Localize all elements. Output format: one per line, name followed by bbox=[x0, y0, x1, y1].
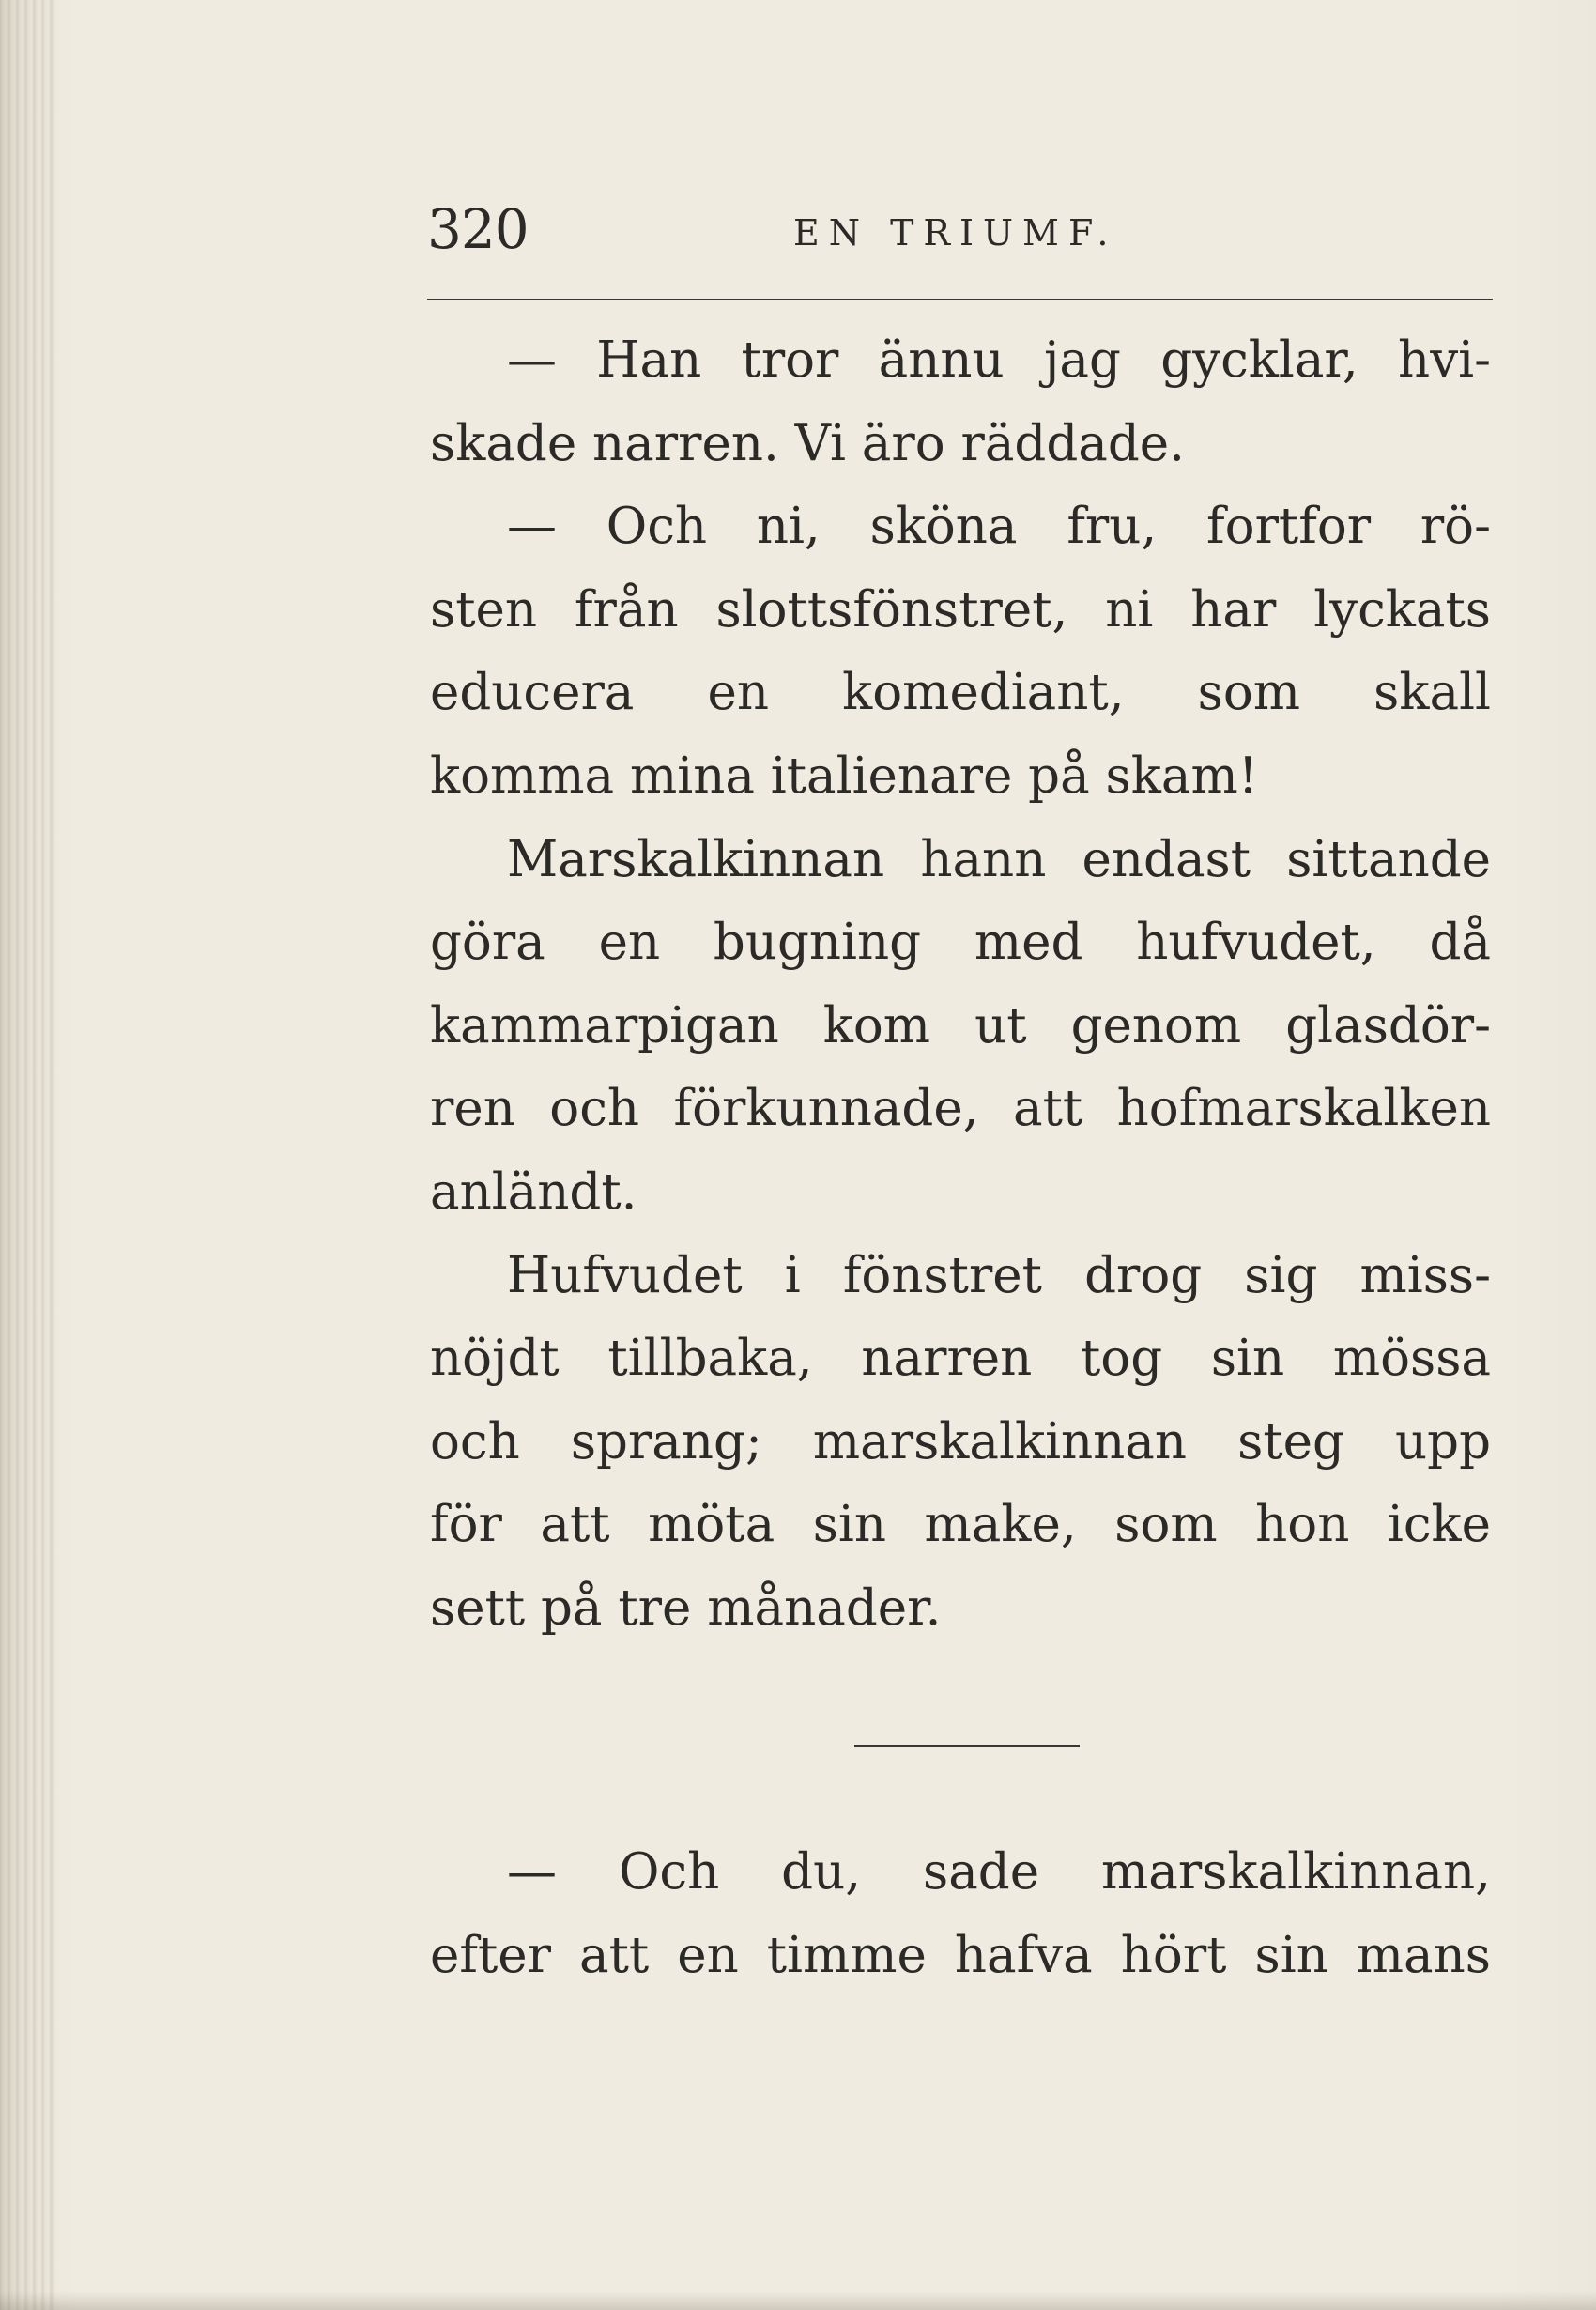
text-line: skade narren. Vi äro räddade. bbox=[430, 414, 1186, 472]
continued-text bbox=[430, 1831, 1491, 1997]
main-text bbox=[430, 319, 1491, 1651]
running-title: EN TRIUMF. bbox=[793, 212, 1118, 254]
text-line: anländt. bbox=[430, 1163, 637, 1221]
text-line: nöjdt tillbaka, narren tog sin mössa bbox=[430, 1330, 1491, 1388]
page-bottom-edge bbox=[0, 2291, 1596, 2310]
section-divider bbox=[854, 1745, 1080, 1747]
text-line: ren och förkunnade, att hofmarskalken bbox=[430, 1080, 1491, 1138]
text-line: educera en komediant, som skall bbox=[430, 664, 1491, 722]
text-line: Marskalkinnan hann endast sittande bbox=[507, 830, 1491, 888]
text-line: för att möta sin make, som hon icke bbox=[430, 1496, 1491, 1554]
page-header bbox=[427, 197, 1493, 263]
text-line: — Och du, sade marskalkinnan, bbox=[507, 1843, 1491, 1901]
text-line: komma mina italienare på skam! bbox=[430, 747, 1259, 805]
text-line: göra en bugning med hufvudet, då bbox=[430, 914, 1491, 972]
text-line: — Och ni, sköna fru, fortfor rö- bbox=[507, 498, 1491, 556]
text-line: — Han tror ännu jag gycklar, hvi- bbox=[507, 331, 1491, 389]
text-line: kammarpigan kom ut genom glasdör- bbox=[430, 996, 1491, 1055]
header-rule bbox=[427, 299, 1493, 300]
text-line: sett på tre månader. bbox=[430, 1578, 942, 1637]
text-line: efter att en timme hafva hört sin mans bbox=[430, 1926, 1491, 1984]
text-line: och sprang; marskalkinnan steg upp bbox=[430, 1412, 1491, 1471]
text-line: sten från slottsfönstret, ni har lyckats bbox=[430, 580, 1491, 639]
text-line: Hufvudet i fönstret drog sig miss- bbox=[507, 1246, 1491, 1304]
book-spine-shadow bbox=[0, 0, 56, 2310]
page-number: 320 bbox=[427, 197, 529, 261]
